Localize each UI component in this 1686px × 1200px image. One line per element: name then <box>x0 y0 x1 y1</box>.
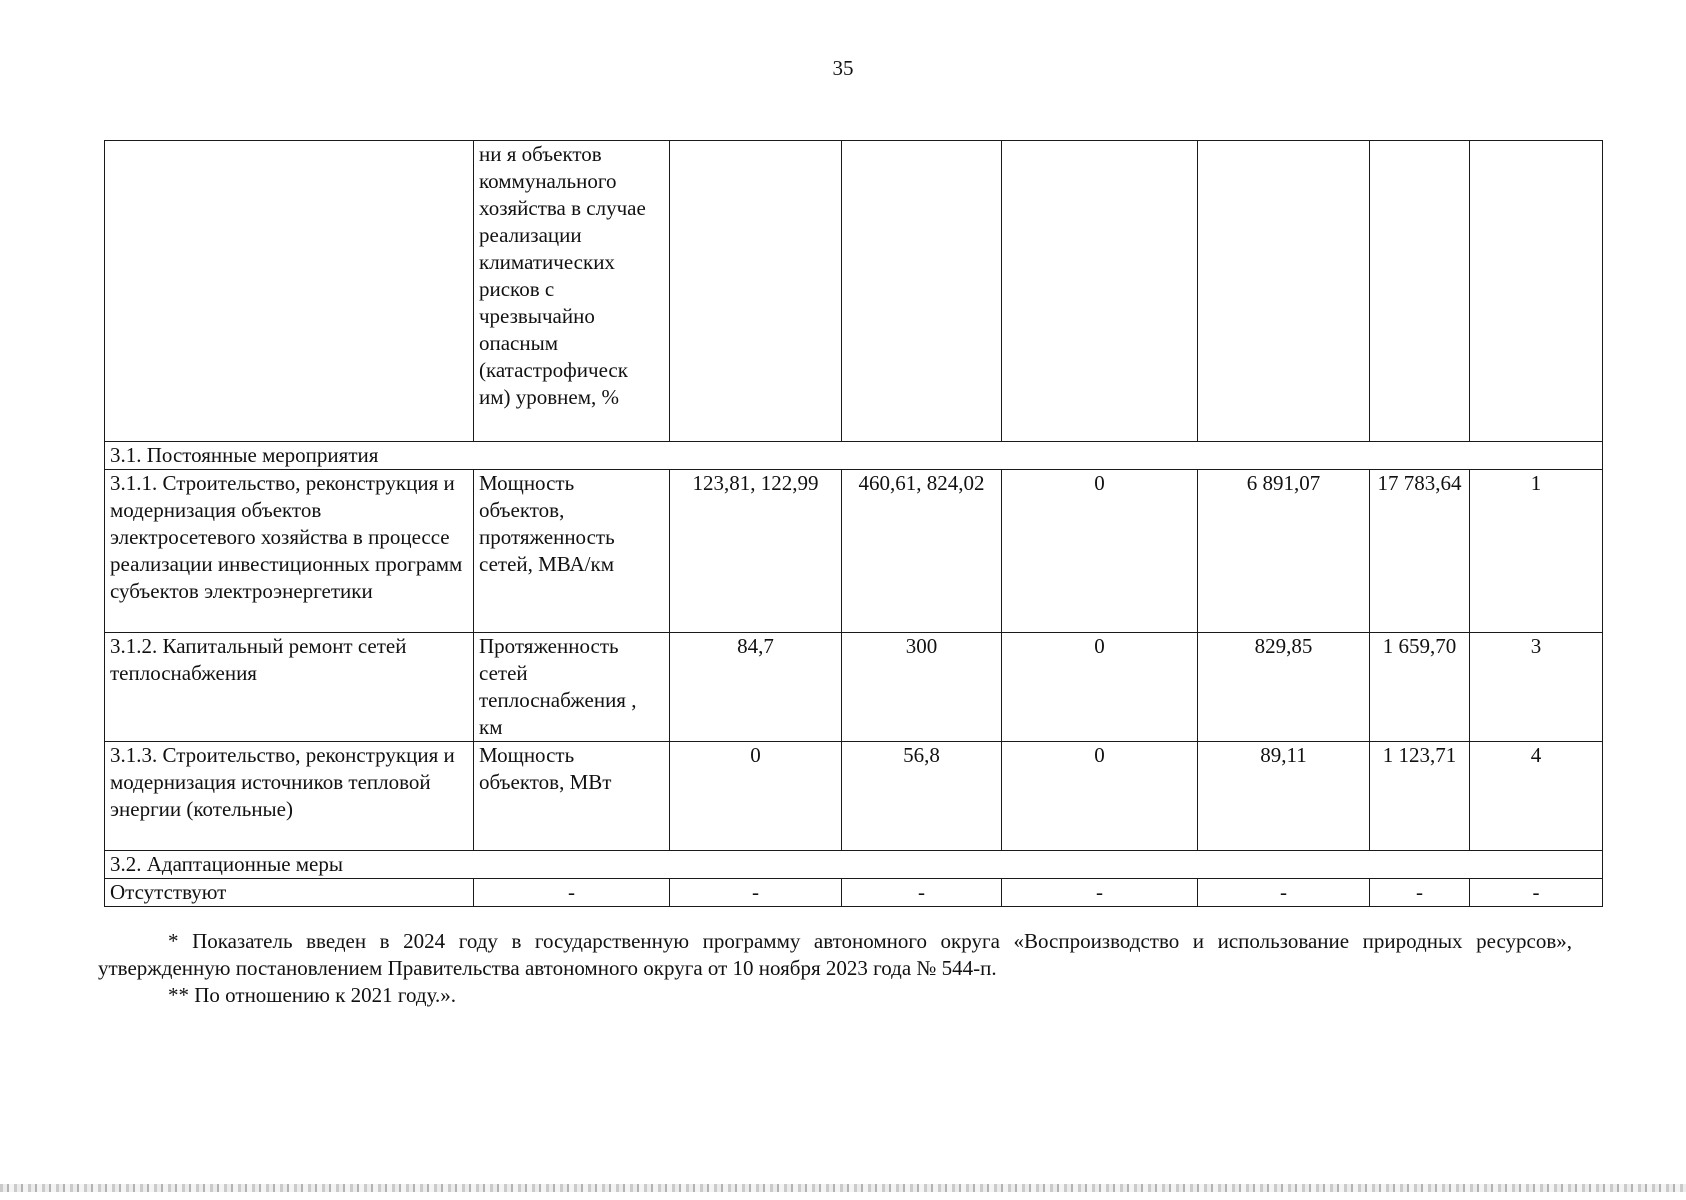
measure-cell: 3.1.1. Строительство, реконструкция и модернизация объектов электросетевого хозяйства в процессе реализации инвестиционных программ субъектов электроэнергетики <box>105 470 474 633</box>
table-row <box>105 742 1603 851</box>
section-title: 3.1. Постоянные мероприятия <box>105 442 1603 470</box>
indicator-cell: Протяженность сетей теплоснабжения , км <box>474 633 670 742</box>
value-cell: 84,7 <box>670 633 842 742</box>
value-cell: 123,81, 122,99 <box>670 470 842 633</box>
value-cell: 56,8 <box>842 742 1002 851</box>
dash-cell: - <box>670 879 842 907</box>
value-cell: 17 783,64 <box>1370 470 1470 633</box>
table-row <box>105 470 1603 633</box>
value-cell: 6 891,07 <box>1198 470 1370 633</box>
measure-cell: 3.1.2. Капитальный ремонт сетей теплоснабжения <box>105 633 474 742</box>
dash-cell: - <box>474 879 670 907</box>
value-cell: 0 <box>1002 470 1198 633</box>
value-cell: 1 123,71 <box>1370 742 1470 851</box>
continuation-row <box>105 141 1603 442</box>
value-cell: 1 659,70 <box>1370 633 1470 742</box>
scan-edge-artifact <box>0 1184 1686 1192</box>
indicator-cell: Мощность объектов, МВт <box>474 742 670 851</box>
value-cell: 0 <box>670 742 842 851</box>
value-cell: 300 <box>842 633 1002 742</box>
dash-cell: - <box>842 879 1002 907</box>
dash-cell: - <box>1370 879 1470 907</box>
footnote-1: * Показатель введен в 2024 году в государственную программу автономного округа «Воспроизводство и использование природных ресурсов», утвержденную постановлением Правительства автономного округа от 10 ноября 2023 года № 544-п. <box>98 929 1572 980</box>
measure-cell: 3.1.3. Строительство, реконструкция и модернизация источников тепловой энергии (котельные) <box>105 742 474 851</box>
value-cell: 1 <box>1470 470 1603 633</box>
measure-cell <box>105 141 474 442</box>
value-cell: 89,11 <box>1198 742 1370 851</box>
table-row <box>105 879 1603 907</box>
value-cell: 0 <box>1002 742 1198 851</box>
measures-table <box>104 140 1603 907</box>
page-number: 35 <box>832 56 854 80</box>
section-row <box>105 442 1603 470</box>
footnotes <box>98 928 1572 1009</box>
dash-cell: - <box>1470 879 1603 907</box>
section-row <box>105 851 1603 879</box>
indicator-cell: ни я объектов коммунального хозяйства в случае реализации климатических рисков с чрезвычайно опасным (катастрофическ им) уровнем, % <box>474 141 670 442</box>
value-cell: 829,85 <box>1198 633 1370 742</box>
value-cell: 0 <box>1002 633 1198 742</box>
footnote-2: ** По отношению к 2021 году.». <box>168 983 456 1007</box>
value-cell: 4 <box>1470 742 1603 851</box>
measure-cell: Отсутствуют <box>105 879 474 907</box>
table-row <box>105 633 1603 742</box>
value-cell: 3 <box>1470 633 1603 742</box>
section-title: 3.2. Адаптационные меры <box>105 851 1603 879</box>
dash-cell: - <box>1198 879 1370 907</box>
indicator-cell: Мощность объектов, протяженность сетей, МВА/км <box>474 470 670 633</box>
dash-cell: - <box>1002 879 1198 907</box>
value-cell: 460,61, 824,02 <box>842 470 1002 633</box>
